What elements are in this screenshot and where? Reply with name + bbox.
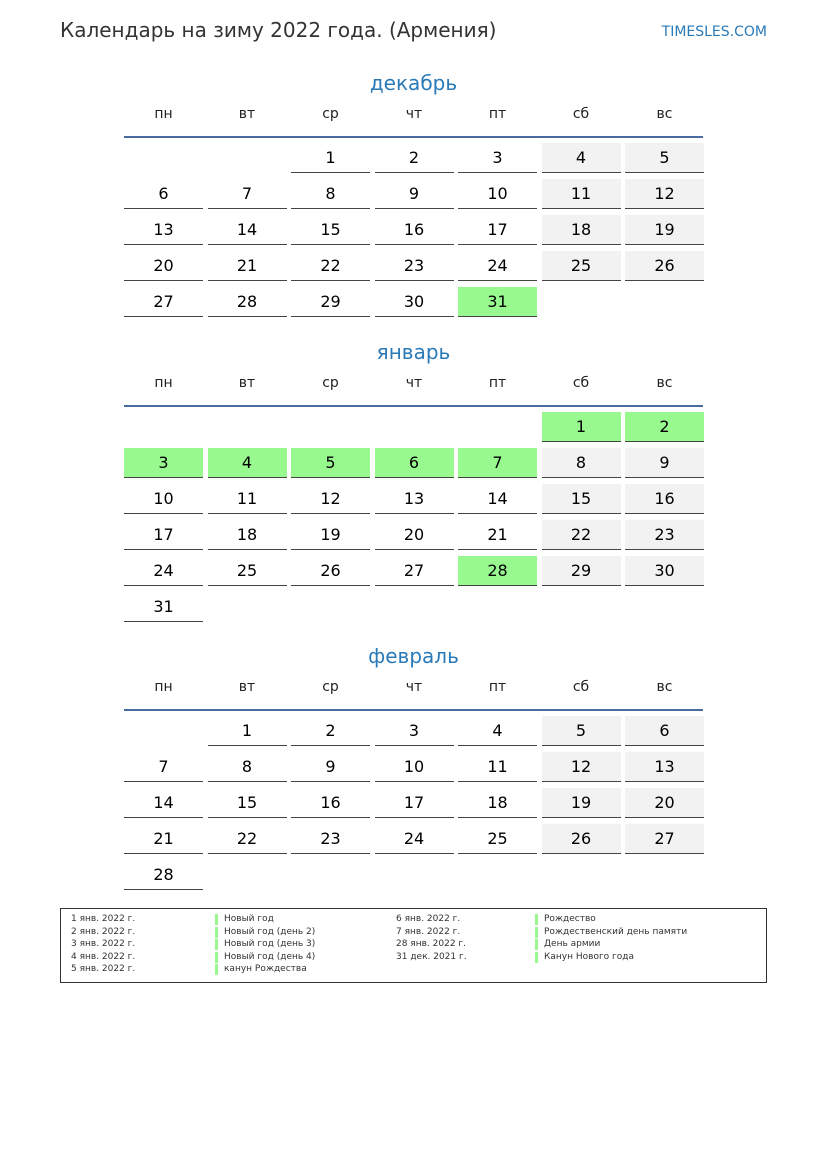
- day-cell[interactable]: 4: [208, 448, 287, 478]
- day-cell[interactable]: 24: [124, 556, 203, 586]
- legend-holiday-name: Рождественский день памяти: [535, 927, 687, 938]
- header-divider: [124, 709, 703, 711]
- legend-date: 2 янв. 2022 г.: [71, 926, 136, 937]
- weekday-label: ср: [322, 106, 339, 122]
- day-cell[interactable]: 11: [458, 752, 537, 782]
- day-cell[interactable]: 7: [124, 752, 203, 782]
- day-cell[interactable]: 6: [625, 716, 704, 746]
- day-cell[interactable]: 8: [542, 448, 621, 478]
- day-cell[interactable]: 10: [375, 752, 454, 782]
- day-cell[interactable]: 8: [291, 179, 370, 209]
- day-cell[interactable]: 20: [625, 788, 704, 818]
- day-cell[interactable]: 22: [291, 251, 370, 281]
- weekday-header: [124, 100, 703, 136]
- weekday-label: чт: [405, 679, 423, 695]
- legend-holiday-name: Новый год (день 2): [215, 927, 315, 938]
- day-cell[interactable]: 7: [458, 448, 537, 478]
- day-cell[interactable]: 3: [124, 448, 203, 478]
- month-block: [124, 68, 703, 311]
- day-cell[interactable]: 12: [625, 179, 704, 209]
- day-cell[interactable]: 23: [625, 520, 704, 550]
- day-cell[interactable]: 16: [625, 484, 704, 514]
- day-cell[interactable]: 26: [291, 556, 370, 586]
- day-cell[interactable]: 3: [375, 716, 454, 746]
- weekday-label: пн: [154, 106, 173, 122]
- day-cell[interactable]: 15: [542, 484, 621, 514]
- weekday-label: сб: [572, 106, 590, 122]
- holiday-legend: [60, 908, 767, 983]
- day-cell[interactable]: 31: [124, 592, 203, 622]
- day-cell[interactable]: 18: [458, 788, 537, 818]
- day-cell[interactable]: 24: [375, 824, 454, 854]
- day-cell[interactable]: 19: [625, 215, 704, 245]
- legend-holiday-name: Новый год (день 4): [215, 952, 315, 963]
- day-cell[interactable]: 20: [375, 520, 454, 550]
- legend-date: 7 янв. 2022 г.: [396, 926, 461, 937]
- day-cell[interactable]: 9: [625, 448, 704, 478]
- day-cell[interactable]: 19: [542, 788, 621, 818]
- day-cell[interactable]: 30: [375, 287, 454, 317]
- day-cell[interactable]: 16: [291, 788, 370, 818]
- day-cell[interactable]: 9: [375, 179, 454, 209]
- day-cell[interactable]: 13: [625, 752, 704, 782]
- day-cell[interactable]: 29: [542, 556, 621, 586]
- day-cell[interactable]: 23: [291, 824, 370, 854]
- day-cell[interactable]: 9: [291, 752, 370, 782]
- day-cell[interactable]: 2: [291, 716, 370, 746]
- weekday-header: [124, 673, 703, 709]
- day-cell[interactable]: 1: [291, 143, 370, 173]
- day-cell[interactable]: 17: [458, 215, 537, 245]
- header-divider: [124, 136, 703, 138]
- day-cell[interactable]: 17: [375, 788, 454, 818]
- day-cell[interactable]: 1: [542, 412, 621, 442]
- day-cell[interactable]: 1: [208, 716, 287, 746]
- day-cell[interactable]: 30: [625, 556, 704, 586]
- header-divider: [124, 405, 703, 407]
- day-cell[interactable]: 16: [375, 215, 454, 245]
- legend-holiday-name: канун Рождества: [215, 964, 307, 975]
- weekday-label: ср: [322, 375, 339, 391]
- weekday-label: пт: [488, 679, 507, 695]
- day-cell[interactable]: 18: [208, 520, 287, 550]
- day-cell[interactable]: 6: [375, 448, 454, 478]
- day-cell[interactable]: 25: [458, 824, 537, 854]
- weekday-label: сб: [572, 375, 590, 391]
- day-cell[interactable]: 11: [542, 179, 621, 209]
- day-cell[interactable]: 2: [375, 143, 454, 173]
- day-cell[interactable]: 21: [458, 520, 537, 550]
- day-cell[interactable]: 25: [208, 556, 287, 586]
- weekday-label: вс: [656, 106, 673, 122]
- day-cell[interactable]: 15: [291, 215, 370, 245]
- day-cell[interactable]: 2: [625, 412, 704, 442]
- day-cell[interactable]: 13: [124, 215, 203, 245]
- day-cell[interactable]: 20: [124, 251, 203, 281]
- weekday-label: вт: [238, 679, 256, 695]
- day-cell[interactable]: 13: [375, 484, 454, 514]
- day-cell[interactable]: 5: [625, 143, 704, 173]
- day-cell[interactable]: 18: [542, 215, 621, 245]
- legend-holiday-name: Рождество: [535, 914, 596, 925]
- weekday-label: чт: [405, 375, 423, 391]
- day-cell[interactable]: 22: [208, 824, 287, 854]
- site-link[interactable]: TIMESLES.COM: [661, 24, 767, 40]
- day-cell[interactable]: 28: [124, 860, 203, 890]
- day-cell[interactable]: 27: [124, 287, 203, 317]
- day-cell[interactable]: 26: [542, 824, 621, 854]
- legend-date: 6 янв. 2022 г.: [396, 914, 461, 924]
- weekday-label: ср: [322, 679, 339, 695]
- month-block: [124, 641, 703, 884]
- weekday-label: чт: [405, 106, 423, 122]
- day-cell[interactable]: 28: [458, 556, 537, 586]
- day-cell[interactable]: 14: [124, 788, 203, 818]
- day-cell[interactable]: 19: [291, 520, 370, 550]
- day-cell[interactable]: 15: [208, 788, 287, 818]
- day-cell[interactable]: 11: [208, 484, 287, 514]
- weekday-label: пт: [488, 106, 507, 122]
- legend-date: 5 янв. 2022 г.: [71, 964, 136, 975]
- day-cell[interactable]: 28: [208, 287, 287, 317]
- weekday-label: вт: [238, 106, 256, 122]
- legend-holiday-name: Новый год: [215, 914, 274, 925]
- legend-date: 3 янв. 2022 г.: [71, 939, 136, 950]
- day-cell[interactable]: 26: [625, 251, 704, 281]
- legend-date: 4 янв. 2022 г.: [71, 951, 136, 962]
- legend-date: 1 янв. 2022 г.: [71, 914, 136, 924]
- weekday-label: пн: [154, 679, 173, 695]
- day-cell[interactable]: 4: [458, 716, 537, 746]
- day-cell[interactable]: 14: [208, 215, 287, 245]
- day-cell[interactable]: 7: [208, 179, 287, 209]
- weekday-label: вс: [656, 375, 673, 391]
- weekday-label: пн: [154, 375, 173, 391]
- day-cell[interactable]: 24: [458, 251, 537, 281]
- weekday-label: вс: [656, 679, 673, 695]
- day-cell[interactable]: 5: [542, 716, 621, 746]
- day-cell[interactable]: 27: [375, 556, 454, 586]
- legend-date: 31 дек. 2021 г.: [396, 951, 467, 962]
- legend-holiday-name: Канун Нового года: [535, 952, 634, 963]
- weekday-label: вт: [238, 375, 256, 391]
- legend-date: 28 янв. 2022 г.: [396, 939, 466, 950]
- day-cell[interactable]: 6: [124, 179, 203, 209]
- day-cell[interactable]: 12: [542, 752, 621, 782]
- day-cell[interactable]: 14: [458, 484, 537, 514]
- weekday-header: [124, 369, 703, 405]
- month-block: [124, 337, 703, 616]
- legend-holiday-name: Новый год (день 3): [215, 939, 315, 950]
- day-cell[interactable]: 5: [291, 448, 370, 478]
- day-cell[interactable]: 27: [625, 824, 704, 854]
- weekday-label: сб: [572, 679, 590, 695]
- day-cell[interactable]: 21: [124, 824, 203, 854]
- day-cell[interactable]: 22: [542, 520, 621, 550]
- day-cell[interactable]: 21: [208, 251, 287, 281]
- day-cell[interactable]: 25: [542, 251, 621, 281]
- day-cell[interactable]: 31: [458, 287, 537, 317]
- day-cell[interactable]: 23: [375, 251, 454, 281]
- day-cell[interactable]: 10: [124, 484, 203, 514]
- day-cell[interactable]: 12: [291, 484, 370, 514]
- month-name: январь: [376, 340, 451, 364]
- page-title: Календарь на зиму 2022 года. (Армения): [60, 18, 497, 42]
- day-cell[interactable]: 10: [458, 179, 537, 209]
- weekday-label: пт: [488, 375, 507, 391]
- day-cell[interactable]: 29: [291, 287, 370, 317]
- month-name: декабрь: [369, 71, 458, 95]
- day-cell[interactable]: 17: [124, 520, 203, 550]
- day-cell[interactable]: 3: [458, 143, 537, 173]
- month-name: февраль: [368, 644, 459, 668]
- legend-holiday-name: День армии: [535, 939, 600, 950]
- day-cell[interactable]: 4: [542, 143, 621, 173]
- day-cell[interactable]: 8: [208, 752, 287, 782]
